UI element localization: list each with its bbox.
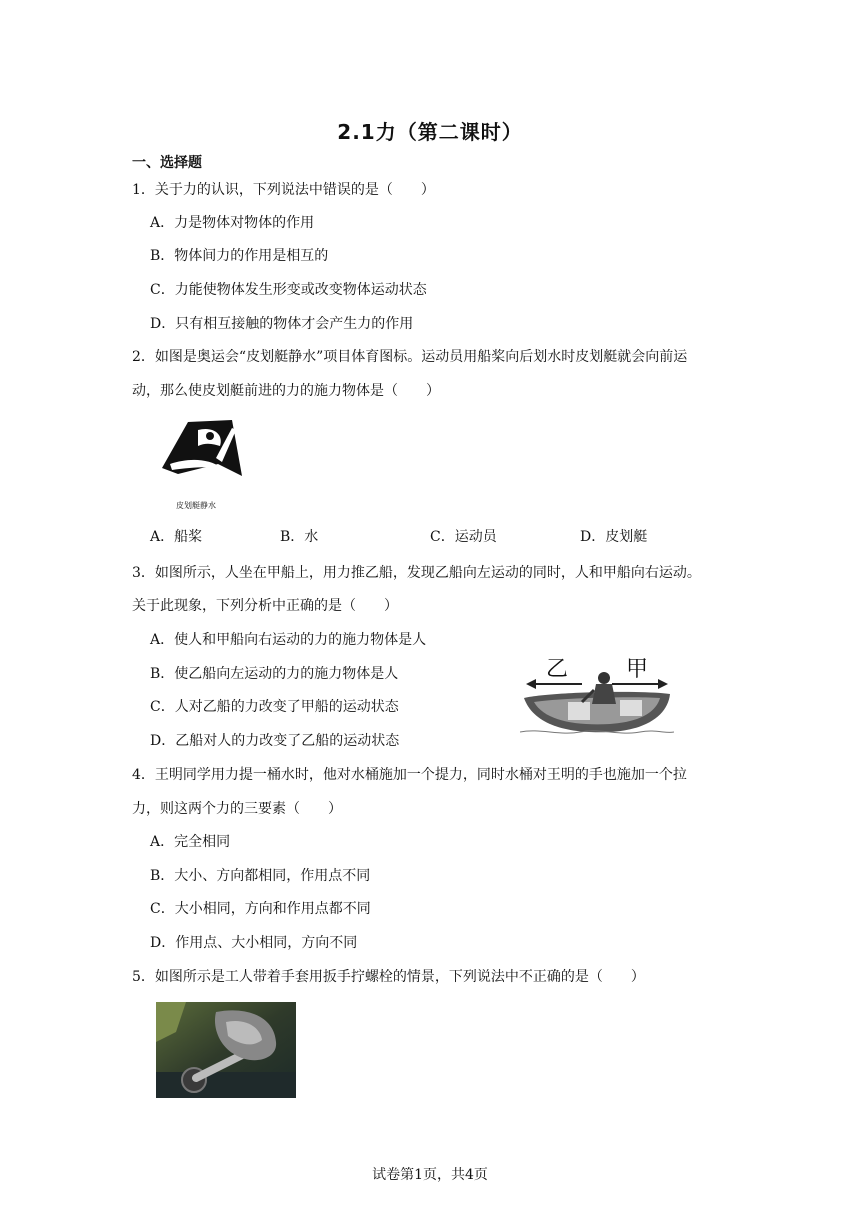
boat-b-label: 乙 bbox=[546, 657, 569, 682]
q3-option-d: D．乙船对人的力改变了乙船的运动状态 bbox=[150, 733, 400, 749]
q2-option-b: B．水 bbox=[280, 529, 319, 545]
canoe-sprint-pictogram bbox=[158, 418, 248, 514]
q1-option-b: B．物体间力的作用是相互的 bbox=[150, 248, 329, 264]
q2-stem-line1: 2．如图是奥运会“皮划艇静水”项目体育图标。运动员用船桨向后划水时皮划艇就会向前运 bbox=[132, 349, 688, 365]
page-title: 2.1力（第二课时） bbox=[337, 120, 523, 144]
q3-option-a: A．使人和甲船向右运动的力的施力物体是人 bbox=[150, 632, 427, 648]
q3-option-b: B．使乙船向左运动的力的施力物体是人 bbox=[150, 666, 399, 682]
q5-stem: 5．如图所示是工人带着手套用扳手拧螺栓的情景，下列说法中不正确的是（ ） bbox=[132, 969, 645, 985]
q4-option-d: D．作用点、大小相同，方向不同 bbox=[150, 935, 358, 951]
q2-option-d: D．皮划艇 bbox=[580, 529, 648, 545]
q1-stem: 1．关于力的认识，下列说法中错误的是（ ） bbox=[132, 182, 435, 198]
q2-option-c: C．运动员 bbox=[430, 529, 497, 545]
q4-option-b: B．大小、方向都相同，作用点不同 bbox=[150, 868, 371, 884]
boat-a-label: 甲 bbox=[626, 657, 649, 682]
q3-stem-line2: 关于此现象，下列分析中正确的是（ ） bbox=[132, 598, 398, 614]
q2-options-row bbox=[150, 526, 750, 548]
q3-option-c: C．人对乙船的力改变了甲船的运动状态 bbox=[150, 699, 399, 715]
section-heading: 一、选择题 bbox=[132, 155, 202, 171]
pictogram-caption: 皮划艇静水 bbox=[176, 501, 216, 510]
q4-option-c: C．大小相同，方向和作用点都不同 bbox=[150, 901, 371, 917]
q3-stem-line1: 3．如图所示，人坐在甲船上，用力推乙船，发现乙船向左运动的同时，人和甲船向右运动。 bbox=[132, 565, 701, 581]
q2-stem-line2: 动，那么使皮划艇前进的力的施力物体是（ ） bbox=[132, 383, 440, 399]
q4-stem-line2: 力，则这两个力的三要素（ ） bbox=[132, 801, 342, 817]
boats-figure bbox=[520, 652, 674, 736]
q2-option-a: A．船桨 bbox=[150, 529, 203, 545]
q1-option-a: A．力是物体对物体的作用 bbox=[150, 215, 315, 231]
q1-option-c: C．力能使物体发生形变或改变物体运动状态 bbox=[150, 282, 427, 298]
wrench-photo bbox=[156, 1002, 296, 1098]
q4-option-a: A．完全相同 bbox=[150, 834, 231, 850]
q4-stem-line1: 4．王明同学用力提一桶水时，他对水桶施加一个提力，同时水桶对王明的手也施加一个拉 bbox=[132, 767, 687, 783]
page-footer: 试卷第1页，共4页 bbox=[372, 1167, 488, 1183]
q1-option-d: D．只有相互接触的物体才会产生力的作用 bbox=[150, 316, 414, 332]
